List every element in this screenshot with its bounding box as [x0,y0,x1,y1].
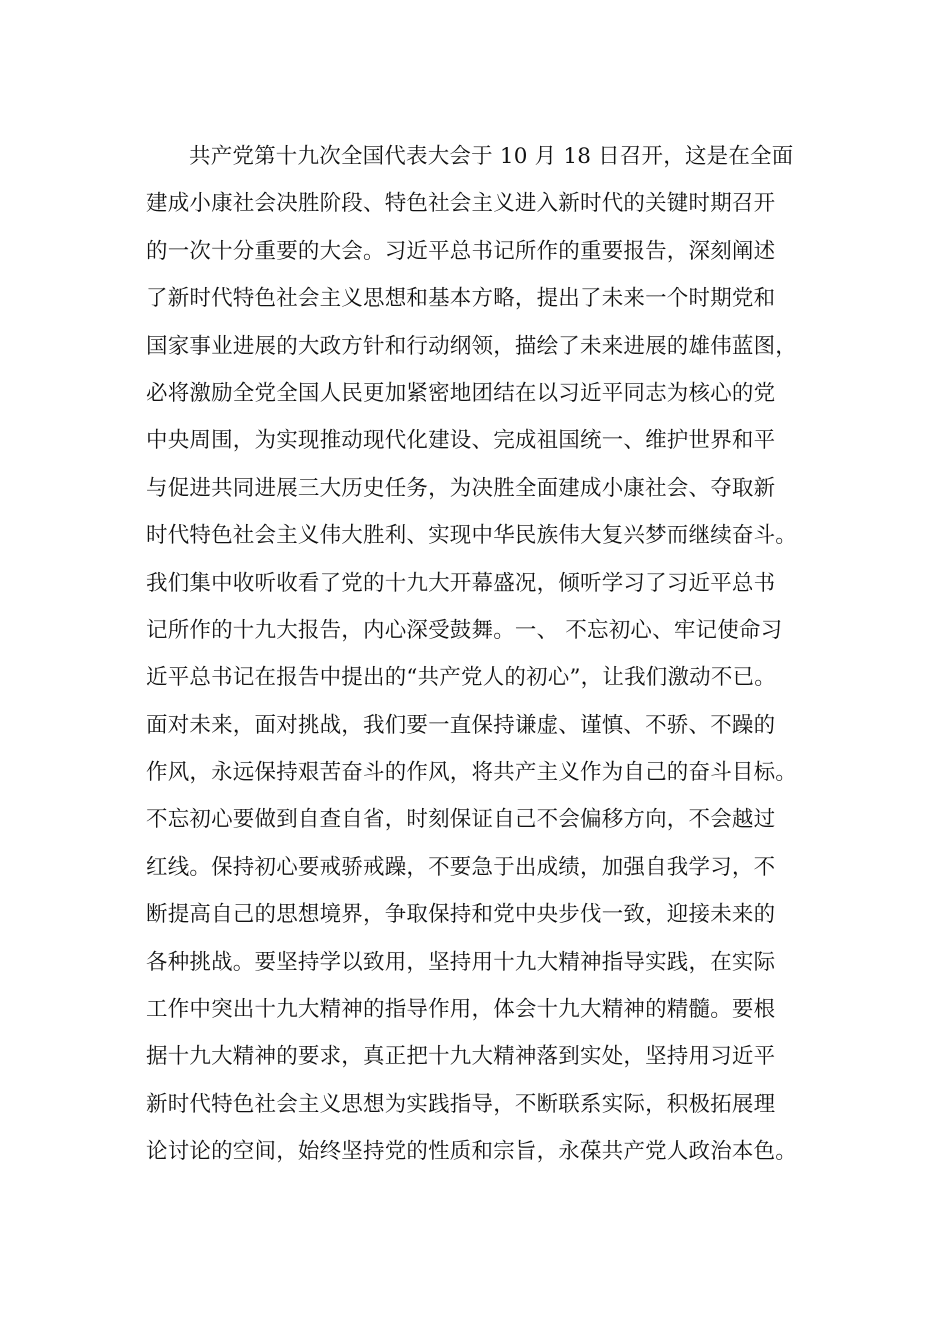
paragraph-line: 各种挑战。要坚持学以致用，坚持用十九大精神指导实践，在实际 [146,949,776,975]
paragraph-line: 据十九大精神的要求，真正把十九大精神落到实处，坚持用习近平 [146,1044,776,1070]
paragraph-line: 建成小康社会决胜阶段、特色社会主义进入新时代的关键时期召开 [146,191,776,217]
paragraph-line: 红线。保持初心要戒骄戒躁，不要急于出成绩，加强自我学习，不 [146,854,776,880]
paragraph-line: 记所作的十九大报告，内心深受鼓舞。一、 不忘初心、牢记使命习 [146,617,783,643]
paragraph-line: 新时代特色社会主义思想为实践指导，不断联系实际，积极拓展理 [146,1091,776,1117]
paragraph-line: 近平总书记在报告中提出的“共产党人的初心”，让我们激动不已。 [146,665,776,691]
body-paragraph [146,133,826,1176]
paragraph-line: 中央周围，为实现推动现代化建设、完成祖国统一、维护世界和平 [146,428,776,454]
paragraph-line: 共产党第十九次全国代表大会于 10 月 18 日召开，这是在全面 [189,144,794,169]
paragraph-line: 不忘初心要做到自查自省，时刻保证自己不会偏移方向，不会越过 [146,807,776,833]
paragraph-line: 工作中突出十九大精神的指导作用，体会十九大精神的精髓。要根 [146,997,776,1023]
paragraph-line: 的一次十分重要的大会。习近平总书记所作的重要报告，深刻阐述 [146,238,776,264]
paragraph-line: 论讨论的空间，始终坚持党的性质和宗旨，永葆共产党人政治本色。 [146,1139,798,1165]
paragraph-line: 作风，永远保持艰苦奋斗的作风，将共产主义作为自己的奋斗目标。 [146,760,798,786]
paragraph-line: 我们集中收听收看了党的十九大开幕盛况，倾听学习了习近平总书 [146,570,776,596]
paragraph-line: 断提高自己的思想境界，争取保持和党中央步伐一致，迎接未来的 [146,902,776,928]
paragraph-line: 了新时代特色社会主义思想和基本方略，提出了未来一个时期党和 [146,286,776,312]
paragraph-line: 必将激励全党全国人民更加紧密地团结在以习近平同志为核心的党 [146,380,776,406]
paragraph-line: 时代特色社会主义伟大胜利、实现中华民族伟大复兴梦而继续奋斗。 [146,523,798,549]
paragraph-line: 国家事业进展的大政方针和行动纲领，描绘了未来进展的雄伟蓝图， [146,333,798,359]
paragraph-line: 与促进共同进展三大历史任务，为决胜全面建成小康社会、夺取新 [146,475,776,501]
paragraph-line: 面对未来，面对挑战，我们要一直保持谦虚、谨慎、不骄、不躁的 [146,712,776,738]
